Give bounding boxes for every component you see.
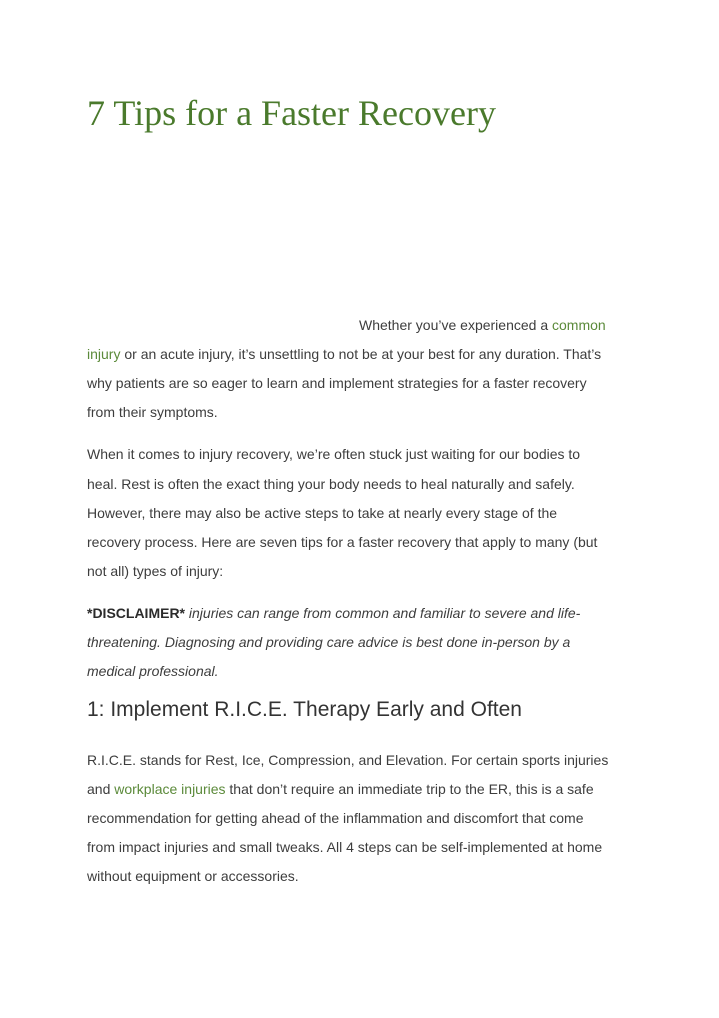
intro-line-1 <box>359 315 606 335</box>
section-1-line-1: R.I.C.E. stands for Rest, Ice, Compression, and Elevation. For certain sports injuries <box>87 752 609 768</box>
paragraph2-line-3: However, there may also be active steps to take at nearly every stage of the <box>87 505 558 521</box>
section-1-heading: 1: Implement R.I.C.E. Therapy Early and Often <box>87 698 522 721</box>
section-1-line-2-after: that don’t require an immediate trip to the ER, this is a safe <box>225 781 594 797</box>
intro-line-3: why patients are so eager to learn and implement strategies for a faster recovery <box>87 375 587 391</box>
section-1-line-2 <box>87 779 594 799</box>
disclaimer-line-2: threatening. Diagnosing and providing care advice is best done in-person by a <box>87 634 571 650</box>
intro-line-2-text: or an acute injury, it’s unsettling to not be at your best for any duration. That’s <box>120 346 602 362</box>
section-1-line-4: from impact injuries and small tweaks. All 4 steps can be self-implemented at home <box>87 839 603 855</box>
disclaimer-line-3: medical professional. <box>87 663 219 679</box>
section-1-line-2-before: and <box>87 781 115 797</box>
disclaimer-label: *DISCLAIMER* <box>87 605 186 621</box>
intro-line-1-text: Whether you’ve experienced a <box>359 317 552 333</box>
paragraph2-line-1: When it comes to injury recovery, we’re often stuck just waiting for our bodies to <box>87 446 581 462</box>
common-injury-link-part-1[interactable]: common <box>552 317 606 333</box>
intro-line-4: from their symptoms. <box>87 404 218 420</box>
disclaimer-line-1 <box>87 603 580 623</box>
page-title: 7 Tips for a Faster Recovery <box>87 93 496 133</box>
workplace-injuries-link[interactable]: workplace injuries <box>114 781 226 797</box>
disclaimer-line-1-text: injuries can range from common and familiar to severe and life- <box>185 605 581 621</box>
intro-line-2 <box>87 344 601 364</box>
paragraph2-line-4: recovery process. Here are seven tips for a faster recovery that apply to many (but <box>87 534 598 550</box>
section-1-line-3: recommendation for getting ahead of the inflammation and discomfort that come <box>87 810 584 826</box>
common-injury-link-part-2[interactable]: injury <box>87 346 121 362</box>
section-1-line-5: without equipment or accessories. <box>87 868 299 884</box>
paragraph2-line-5: not all) types of injury: <box>87 563 224 579</box>
paragraph2-line-2: heal. Rest is often the exact thing your body needs to heal naturally and safely. <box>87 476 575 492</box>
